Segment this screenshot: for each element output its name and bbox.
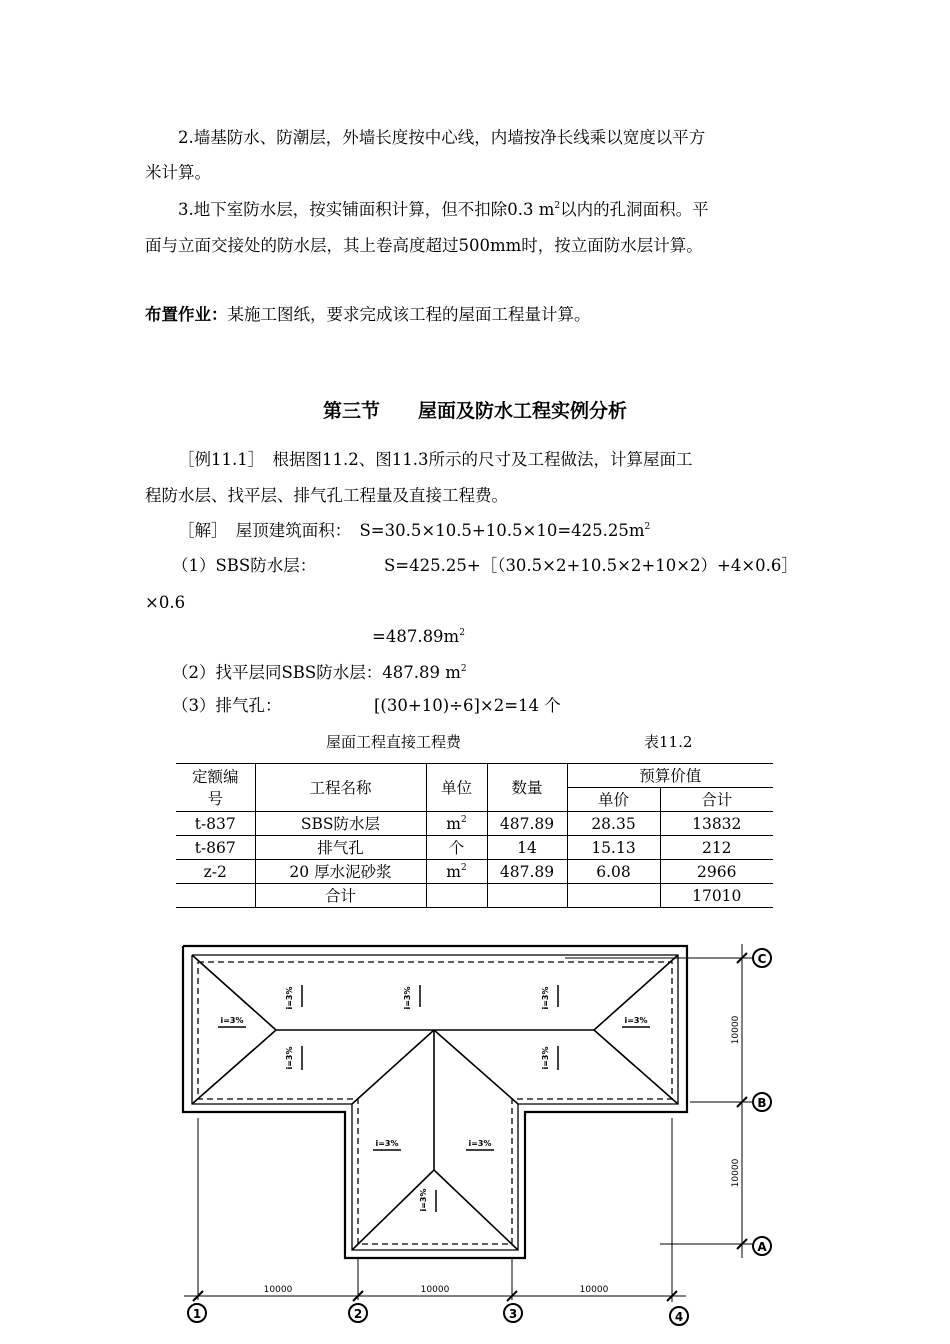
table-number: 表11.2 — [644, 733, 693, 751]
slope-label: i=3% — [220, 1016, 244, 1025]
table-row: z-2 20 厚水泥砂浆 $m^2$ 487.89 6.08 2966 — [176, 860, 773, 884]
step-1-formula: S=425.25+［（30.5×2+10.5×2+10×2）+4×0.6］ — [384, 556, 798, 575]
section-title: 第三节 屋面及防水工程实例分析 — [322, 400, 627, 422]
header-qty: 数量 — [487, 764, 567, 812]
axis-label-c: C — [757, 952, 767, 966]
axis-label-b: B — [757, 1096, 767, 1110]
homework-text: 某施工图纸，要求完成该工程的屋面工程量计算。 — [227, 305, 591, 324]
slope-label: i=3% — [468, 1139, 492, 1148]
dimension-label: 10000 — [731, 1015, 741, 1045]
slope-label: i=3% — [419, 1188, 428, 1212]
slope-label: i=3% — [403, 986, 412, 1010]
table-row: t-837 SBS防水层 $m^2$ 487.89 28.35 13832 — [176, 812, 773, 836]
header-unit: 单位 — [426, 764, 487, 812]
dimension-label: 10000 — [420, 1285, 450, 1295]
slope-label: i=3% — [541, 986, 550, 1010]
dimension-label: 10000 — [731, 1158, 741, 1188]
example-line-2: 程防水层、找平层、排气孔工程量及直接工程费。 — [145, 486, 508, 505]
step-2: （2）找平层同SBS防水层：487.89 $m^2$ — [172, 663, 467, 682]
step-3-label: （3）排气孔： — [172, 696, 282, 715]
step-1-formula-cont: ×0.6 — [145, 593, 186, 612]
table-sum-row: 合计 17010 — [176, 884, 773, 908]
slope-label: i=3% — [624, 1016, 648, 1025]
solution-line: ［解］ 屋顶建筑面积： $S=30.5\times 10.5+10.5\times 10=425.25m^2$ — [178, 521, 651, 540]
axis-label-1: 1 — [192, 1307, 202, 1321]
para-1-line-2: 米计算。 — [145, 163, 211, 182]
slope-label: i=3% — [285, 1046, 294, 1070]
example-line-1: ［例11.1］ 根据图11.2、图11.3所示的尺寸及工程做法，计算屋面工 — [178, 450, 693, 469]
step-1-label: （1）SBS防水层： — [172, 556, 317, 575]
header-code: 定额编 号 — [176, 764, 255, 812]
dimension-label: 10000 — [263, 1285, 293, 1295]
axis-label-4: 4 — [674, 1310, 684, 1324]
step-1-result: $=487.89m^2$ — [372, 627, 465, 646]
para-2-line-1: 3.地下室防水层，按实铺面积计算，但不扣除0.3 $m^2$以内的孔洞面积。平 — [178, 200, 709, 219]
para-2-line-2: 面与立面交接处的防水层，其上卷高度超过500mm时，按立面防水层计算。 — [145, 236, 703, 255]
step-3-formula: [(30+10)÷6]×2=14 个 — [374, 696, 561, 715]
header-name: 工程名称 — [255, 764, 426, 812]
header-price: 单价 — [567, 788, 660, 812]
header-budget: 预算价值 — [567, 764, 773, 788]
slope-label: i=3% — [541, 1046, 550, 1070]
table-row: t-867 排气孔 个 14 15.13 212 — [176, 836, 773, 860]
slope-label: i=3% — [285, 986, 294, 1010]
axis-label-a: A — [757, 1240, 767, 1254]
dimension-label: 10000 — [579, 1285, 609, 1295]
slope-label: i=3% — [375, 1139, 399, 1148]
table-caption: 屋面工程直接工程费 — [326, 733, 462, 751]
axis-label-3: 3 — [508, 1307, 518, 1321]
para-1-line-1: 2.墙基防水、防潮层，外墙长度按中心线，内墙按净长线乘以宽度以平方 — [178, 128, 706, 147]
homework-label: 布置作业： — [145, 305, 228, 324]
axis-label-2: 2 — [353, 1307, 363, 1321]
header-total: 合计 — [660, 788, 773, 812]
